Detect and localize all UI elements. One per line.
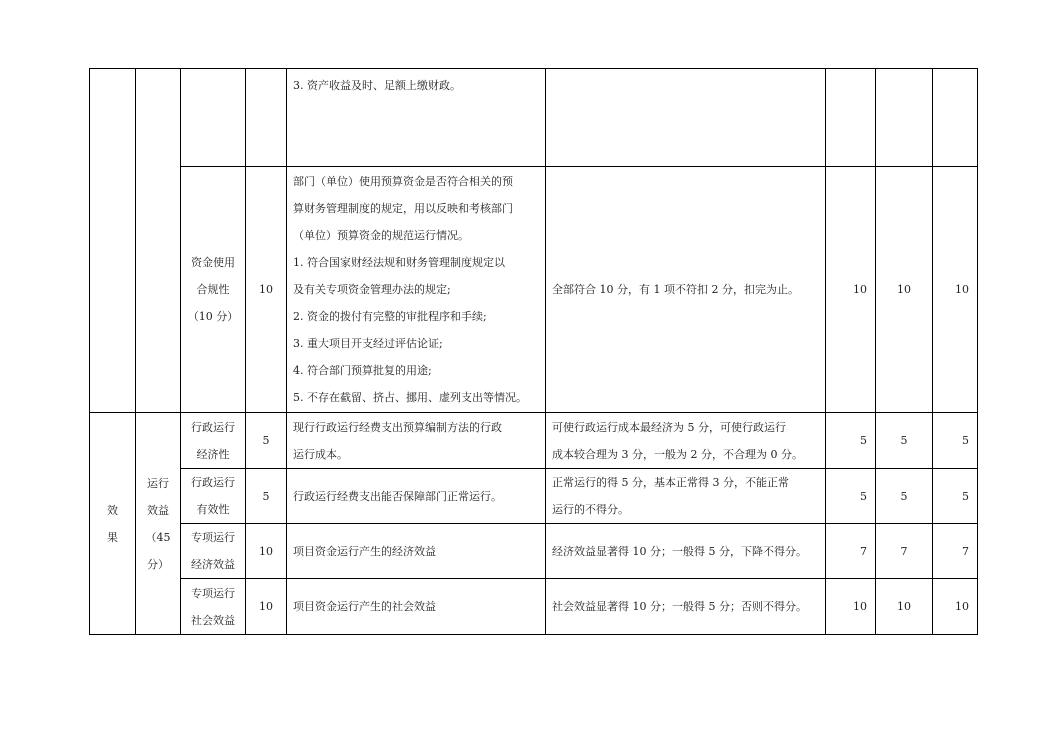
compliance-line-3: （单位）预算资金的规范运行情况。: [293, 229, 469, 242]
compliance-line-1: 部门（单位）使用预算资金是否符合相关的预: [293, 175, 513, 188]
compliance-line-9: 5. 不存在截留、挤占、挪用、虚列支出等情况。: [293, 391, 527, 404]
operation-line-3: （45: [145, 530, 171, 544]
admin-effectiveness-criteria-2: 运行的不得分。: [552, 503, 629, 516]
special-social-name-2: 社会效益: [191, 613, 235, 627]
compliance-score-1: 10: [826, 167, 876, 413]
admin-effectiveness-name-2: 有效性: [196, 503, 230, 516]
table-row: [90, 413, 978, 469]
special-social-name-1: 专项运行: [191, 586, 235, 600]
compliance-score-2: 10: [876, 167, 933, 413]
score-cell-2: [876, 69, 933, 167]
admin-effectiveness-name-1: 行政运行: [191, 476, 235, 489]
table-row: [90, 524, 978, 579]
admin-economy-score-2: 5: [876, 413, 933, 469]
revenue-content: 3. 资产收益及时、足额上缴财政。: [293, 79, 461, 92]
compliance-name-3: （10 分）: [187, 310, 239, 323]
score-cell-1: [826, 69, 876, 167]
admin-economy-criteria: [546, 413, 826, 469]
special-economic-content: [287, 524, 546, 579]
special-economic-score-1: 7: [826, 524, 876, 579]
special-social-score-3: 10: [933, 579, 978, 635]
compliance-line-6: 2. 资金的拨付有完整的审批程序和手续;: [293, 310, 487, 323]
admin-effectiveness-criteria: [546, 469, 826, 524]
special-economic-criteria: [546, 524, 826, 579]
admin-effectiveness-weight: 5: [246, 469, 287, 524]
compliance-criteria-text: 全部符合 10 分，有 1 项不符扣 2 分，扣完为止。: [552, 283, 799, 296]
benefit-char-2: 果: [107, 530, 118, 544]
compliance-weight: 10: [246, 167, 287, 413]
compliance-line-2: 算财务管理制度的规定，用以反映和考核部门: [293, 202, 513, 215]
compliance-indicator: [181, 167, 246, 413]
table-row: [90, 167, 978, 413]
special-economic-text: 项目资金运行产生的经济效益: [293, 544, 436, 558]
admin-economy-name-1: 行政运行: [191, 420, 235, 434]
table-row: [90, 69, 978, 167]
admin-economy-criteria-2: 成本较合理为 3 分，一般为 2 分，不合理为 0 分。: [552, 447, 803, 461]
compliance-line-7: 3. 重大项目开支经过评估论证;: [293, 337, 443, 350]
special-social-criteria: [546, 579, 826, 635]
compliance-line-8: 4. 符合部门预算批复的用途;: [293, 364, 432, 377]
score-cell-3: [933, 69, 978, 167]
special-economic-name-2: 经济效益: [191, 558, 235, 571]
weight-cell: [246, 69, 287, 167]
category-cell: [90, 69, 136, 413]
compliance-line-5: 及有关专项资金管理办法的规定;: [293, 283, 451, 296]
special-economic-weight: 10: [246, 524, 287, 579]
operation-line-1: 运行: [147, 476, 169, 490]
special-economic-criteria-text: 经济效益显著得 10 分；一般得 5 分，下降不得分。: [552, 544, 807, 558]
special-social-score-2: 10: [876, 579, 933, 635]
compliance-criteria: [546, 167, 826, 413]
compliance-name-1: 资金使用: [191, 256, 235, 269]
admin-economy-score-3: 5: [933, 413, 978, 469]
admin-effectiveness-score-1: 5: [826, 469, 876, 524]
compliance-line-4: 1. 符合国家财经法规和财务管理制度规定以: [293, 256, 505, 269]
operation-benefit: [136, 413, 181, 635]
admin-economy-content: [287, 413, 546, 469]
operation-line-4: 分）: [147, 557, 169, 571]
admin-effectiveness-content: [287, 469, 546, 524]
special-social-indicator: [181, 579, 246, 635]
special-economic-indicator: [181, 524, 246, 579]
special-social-text: 项目资金运行产生的社会效益: [293, 600, 436, 613]
compliance-score-3: 10: [933, 167, 978, 413]
special-social-score-1: 10: [826, 579, 876, 635]
compliance-content: [287, 167, 546, 413]
admin-economy-weight: 5: [246, 413, 287, 469]
admin-economy-line-1: 现行行政运行经费支出预算编制方法的行政: [293, 420, 502, 434]
admin-economy-criteria-1: 可使行政运行成本最经济为 5 分，可使行政运行: [552, 420, 786, 434]
table-row: [90, 469, 978, 524]
special-economic-name-1: 专项运行: [191, 531, 235, 544]
criteria-cell: [546, 69, 826, 167]
admin-effectiveness-score-3: 5: [933, 469, 978, 524]
special-social-content: [287, 579, 546, 635]
indicator-cell: [181, 69, 246, 167]
admin-economy-score-1: 5: [826, 413, 876, 469]
table-row: [90, 579, 978, 635]
subcategory-cell: [136, 69, 181, 413]
admin-effectiveness-criteria-1: 正常运行的得 5 分，基本正常得 3 分，不能正常: [552, 476, 789, 489]
evaluation-table: [89, 68, 978, 635]
admin-economy-line-2: 运行成本。: [293, 447, 348, 461]
special-economic-score-2: 7: [876, 524, 933, 579]
admin-effectiveness-score-2: 5: [876, 469, 933, 524]
content-cell: [287, 69, 546, 167]
operation-line-2: 效益: [147, 503, 169, 517]
special-economic-score-3: 7: [933, 524, 978, 579]
admin-effectiveness-text: 行政运行经费支出能否保障部门正常运行。: [293, 489, 502, 503]
special-social-weight: 10: [246, 579, 287, 635]
compliance-name-2: 合规性: [196, 283, 230, 296]
admin-economy-name-2: 经济性: [196, 447, 230, 461]
benefit-char-1: 效: [107, 503, 118, 517]
special-social-criteria-text: 社会效益显著得 10 分；一般得 5 分；否则不得分。: [552, 600, 807, 613]
benefit-category: [90, 413, 136, 635]
admin-effectiveness-indicator: [181, 469, 246, 524]
admin-economy-indicator: [181, 413, 246, 469]
